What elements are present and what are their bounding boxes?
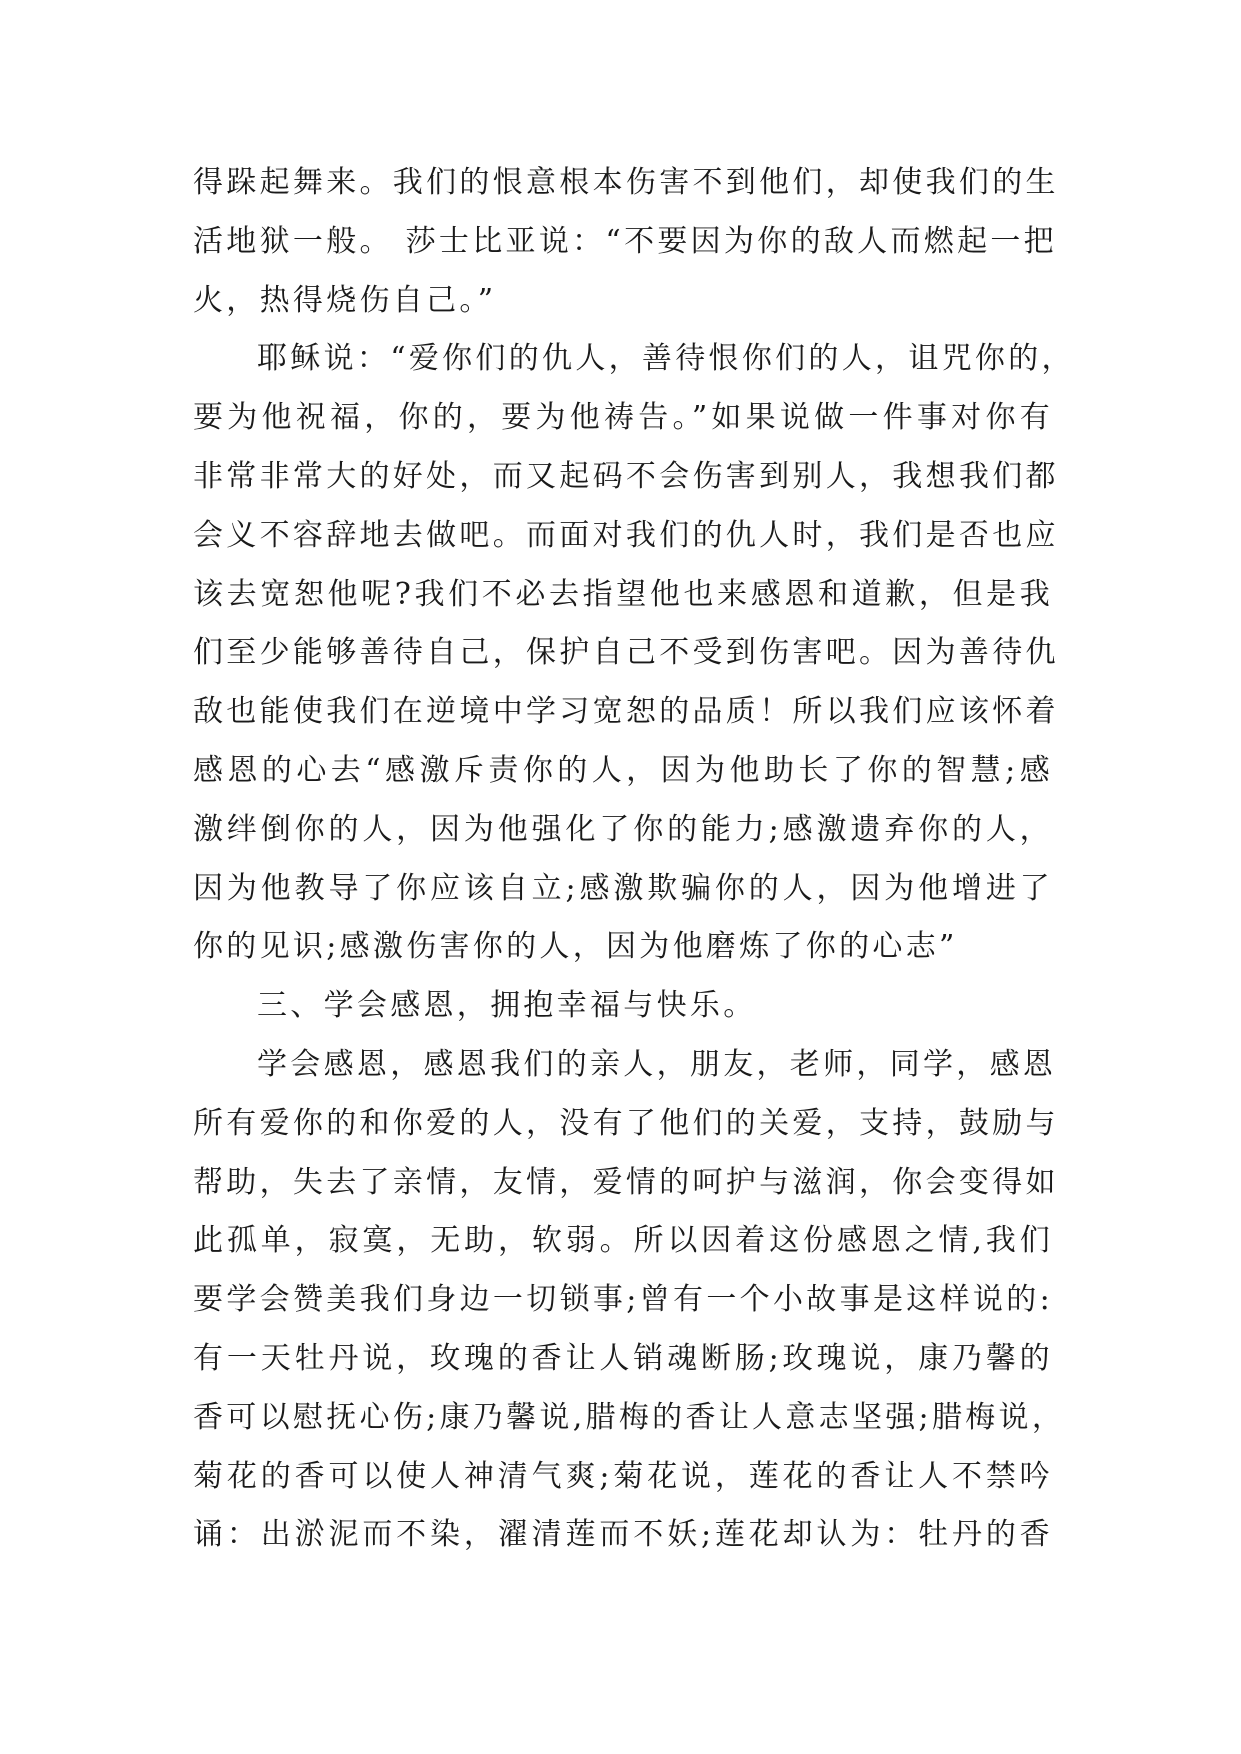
text-line: 会义不容辞地去做吧。而面对我们的仇人时，我们是否也应	[193, 517, 1059, 553]
text-line: 帮助，失去了亲情，友情，爱情的呵护与滋润，你会变得如	[193, 1164, 1059, 1200]
text-line: 有一天牡丹说，玫瑰的香让人销魂断肠;玫瑰说，康乃馨的	[193, 1340, 1053, 1376]
text-line: 因为他教导了你应该自立;感激欺骗你的人，因为他增进了	[193, 870, 1053, 906]
text-line: 耶稣说：“爱你们的仇人，善待恨你们的人，诅咒你的，	[257, 341, 1075, 377]
text-line: 活地狱一般。 莎士比亚说：“不要因为你的敌人而燃起一把	[193, 223, 1057, 259]
text-line: 感恩的心去“感激斥责你的人，因为他助长了你的智慧;感	[193, 752, 1053, 788]
text-line: 诵：出淤泥而不染，濯清莲而不妖;莲花却认为：牡丹的香	[193, 1517, 1053, 1553]
text-line: 得跺起舞来。我们的恨意根本伤害不到他们，却使我们的生	[193, 165, 1059, 200]
text-line: 你的见识;感激伤害你的人，因为他磨炼了你的心志”	[193, 929, 958, 965]
text-line: 此孤单，寂寞，无助，软弱。所以因着这份感恩之情,我们	[193, 1223, 1053, 1259]
text-line: 该去宽恕他呢?我们不必去指望他也来感恩和道歉，但是我	[193, 576, 1053, 612]
text-line: 学会感恩，感恩我们的亲人，朋友，老师，同学，感恩	[257, 1046, 1057, 1082]
text-line: 敌也能使我们在逆境中学习宽恕的品质！所以我们应该怀着	[193, 694, 1059, 730]
text-line: 香可以慰抚心伤;康乃馨说,腊梅的香让人意志坚强;腊梅说，	[193, 1399, 1066, 1435]
text-line: 要学会赞美我们身边一切锁事;曾有一个小故事是这样说的:	[193, 1282, 1053, 1318]
text-line: 要为他祝福，你的，要为他祷告。”如果说做一件事对你有	[193, 400, 1053, 436]
body-text	[193, 154, 1075, 1565]
text-line: 所有爱你的和你爱的人，没有了他们的关爱，支持，鼓励与	[193, 1105, 1059, 1141]
text-line: 火，热得烧伤自己。”	[193, 282, 497, 318]
section-heading: 三、学会感恩，拥抱幸福与快乐。	[257, 988, 757, 1024]
text-line: 非常非常大的好处，而又起码不会伤害到别人，我想我们都	[193, 458, 1059, 494]
text-line: 菊花的香可以使人神清气爽;菊花说，莲花的香让人不禁吟	[193, 1458, 1053, 1494]
text-line: 激绊倒你的人，因为他强化了你的能力;感激遗弃你的人，	[193, 811, 1053, 847]
text-line: 们至少能够善待自己，保护自己不受到伤害吧。因为善待仇	[193, 635, 1059, 671]
